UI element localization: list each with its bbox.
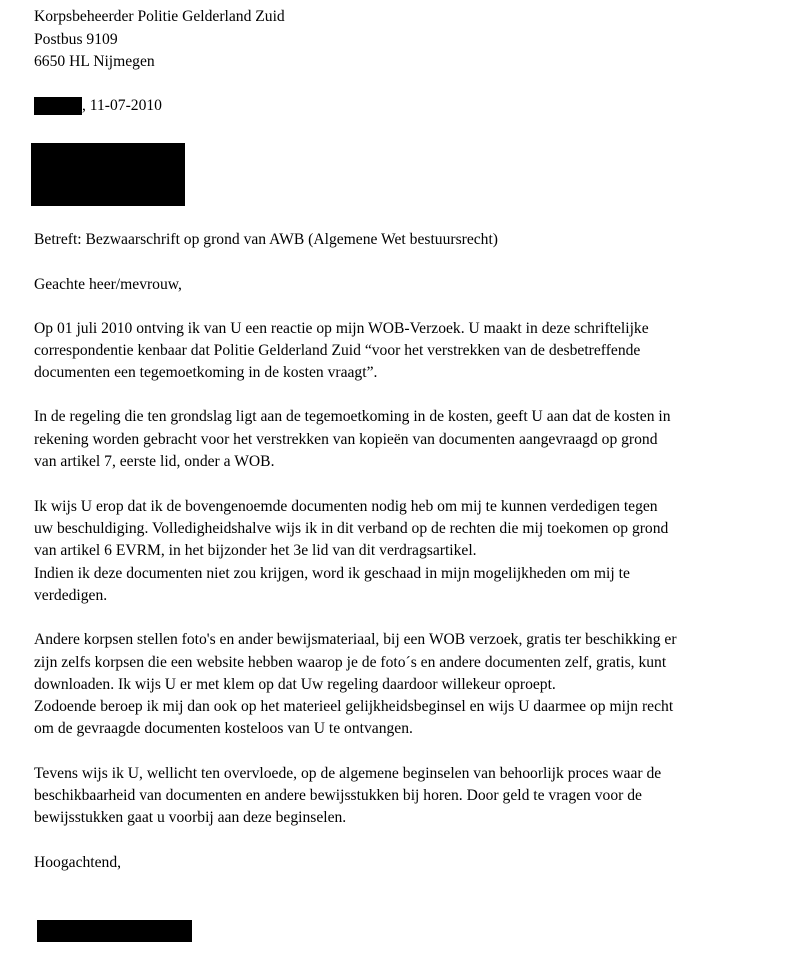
paragraph-2-line: van artikel 7, eerste lid, onder a WOB. xyxy=(34,453,275,470)
paragraph-4-line: om de gevraagde documenten kosteloos van U te ontvangen. xyxy=(34,720,413,737)
recipient-postbox: Postbus 9109 xyxy=(34,31,118,48)
redacted-sender-block xyxy=(31,143,185,206)
letter-date: , 11-07-2010 xyxy=(82,97,162,114)
paragraph-4-line: Andere korpsen stellen foto's en ander bewijsmateriaal, bij een WOB verzoek, gratis ter beschikking er xyxy=(34,631,677,648)
paragraph-3-line: uw beschuldiging. Volledigheidshalve wijs ik in dit verband op de rechten die mij toekomen op grond xyxy=(34,520,669,537)
paragraph-3-line: van artikel 6 EVRM, in het bijzonder het 3e lid van dit verdragsartikel. xyxy=(34,542,477,559)
salutation: Geachte heer/mevrouw, xyxy=(34,276,182,293)
date-line xyxy=(34,97,162,115)
paragraph-4-line: zijn zelfs korpsen die een website hebben waarop je de foto´s en andere documenten zelf, gratis, kunt xyxy=(34,654,667,671)
paragraph-2-line: In de regeling die ten grondslag ligt aan de tegemoetkoming in de kosten, geeft U aan dat de kosten in xyxy=(34,408,671,425)
redacted-signature xyxy=(37,920,192,942)
paragraph-1-line: correspondentie kenbaar dat Politie Gelderland Zuid “voor het verstrekken van de desbetreffende xyxy=(34,342,641,359)
paragraph-3-line: verdedigen. xyxy=(34,587,108,604)
paragraph-1-line: Op 01 juli 2010 ontving ik van U een reactie op mijn WOB-Verzoek. U maakt in deze schriftelijke xyxy=(34,320,649,337)
paragraph-4-line: downloaden. Ik wijs U er met klem op dat Uw regeling daardoor willekeur oproept. xyxy=(34,676,556,693)
paragraph-2-line: rekening worden gebracht voor het verstrekken van kopieën van documenten aangevraagd op grond xyxy=(34,431,658,448)
paragraph-1-line: documenten een tegemoetkoming in de kosten vraagt”. xyxy=(34,364,378,381)
recipient-city: 6650 HL Nijmegen xyxy=(34,53,155,70)
closing: Hoogachtend, xyxy=(34,854,122,871)
paragraph-3-line: Ik wijs U erop dat ik de bovengenoemde documenten nodig heb om mij te kunnen verdedigen tegen xyxy=(34,498,658,515)
redacted-place xyxy=(34,97,82,115)
paragraph-5-line: bewijsstukken gaat u voorbij aan deze beginselen. xyxy=(34,809,347,826)
recipient-name: Korpsbeheerder Politie Gelderland Zuid xyxy=(34,8,285,25)
paragraph-3-line: Indien ik deze documenten niet zou krijgen, word ik geschaad in mijn mogelijkheden om mij te xyxy=(34,565,630,582)
paragraph-5-line: Tevens wijs ik U, wellicht ten overvloede, op de algemene beginselen van behoorlijk proces waar de xyxy=(34,765,662,782)
subject-line: Betreft: Bezwaarschrift op grond van AWB (Algemene Wet bestuursrecht) xyxy=(34,231,498,248)
paragraph-4-line: Zodoende beroep ik mij dan ook op het materieel gelijkheidsbeginsel en wijs U daarmee op mijn recht xyxy=(34,698,674,715)
paragraph-5-line: beschikbaarheid van documenten en andere bewijsstukken bij horen. Door geld te vragen voor de xyxy=(34,787,642,804)
